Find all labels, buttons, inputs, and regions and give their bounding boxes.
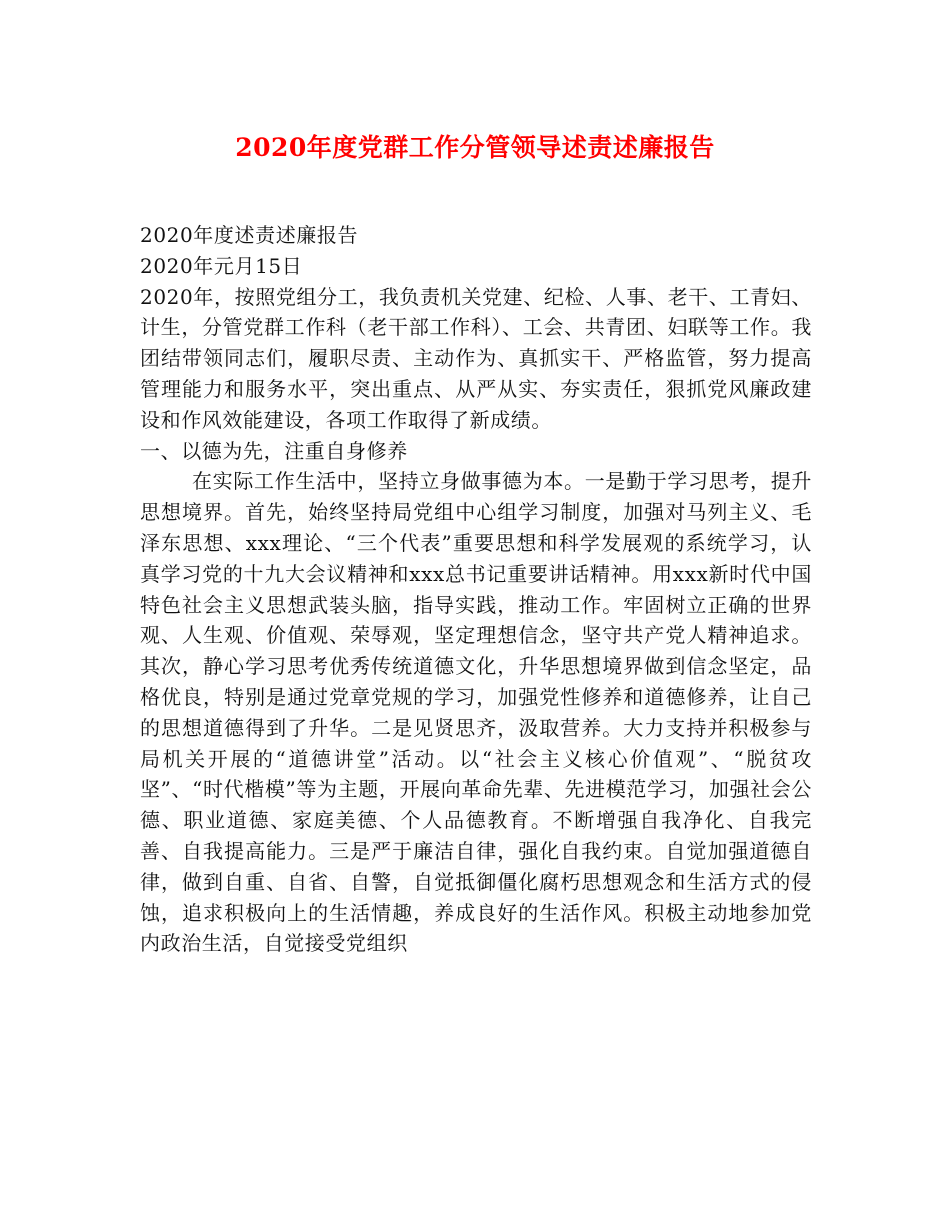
section-1-paragraph: 在实际工作生活中，坚持立身做事德为本。一是勤于学习思考，提升思想境界。首先，始终坚持局党组中心组学习制度，加强对马列主义、毛泽东思想、xxx理论、“三个代表”重要思想和科学发展观的系统学习，认真学习党的十九大会议精神和xxx总书记重要讲话精神。用xxx新时代中国特色社会主义思想武装头脑，指导实践，推动工作。牢固树立正确的世界观、人生观、价值观、荣辱观，坚定理想信念，坚守共产党人精神追求。其次，静心学习思考优秀传统道德文化，升华思想境界做到信念坚定，品格优良，特别是通过党章党规的学习，加强党性修养和道德修养，让自己的思想道德得到了升华。二是见贤思齐，汲取营养。大力支持并积极参与局机关开展的“道德讲堂”活动。以“社会主义核心价值观”、“脱贫攻坚”、“时代楷模”等为主题，开展向革命先辈、先进模范学习，加强社会公德、职业道德、家庭美德、个人品德教育。不断增强自我净化、自我完善、自我提高能力。三是严于廉洁自律，强化自我约束。自觉加强道德自律，做到自重、自省、自警，自觉抵御僵化腐朽思想观念和生活方式的侵蚀，追求积极向上的生活情趣，养成良好的生活作风。积极主动地参加党内政治生活，自觉接受党组织 [140, 469, 812, 956]
intro-paragraph: 2020年，按照党组分工，我负责机关党建、纪检、人事、老干、工青妇、计生，分管党群工作科（老干部工作科）、工会、共青团、妇联等工作。我团结带领同志们，履职尽责、主动作为、真抓实干、严格监管，努力提高管理能力和服务水平，突出重点、从严从实、夯实责任，狠抓党风廉政建设和作风效能建设，各项工作取得了新成绩。 [140, 284, 812, 432]
section-1-heading: 一、以德为先，注重自身修养 [140, 438, 408, 463]
document-body [140, 220, 812, 959]
document-title: 2020年度党群工作分管领导述责述廉报告 [235, 133, 715, 162]
report-date-line: 2020年元月15日 [140, 253, 303, 278]
report-subtitle-line: 2020年度述责述廉报告 [140, 223, 359, 247]
